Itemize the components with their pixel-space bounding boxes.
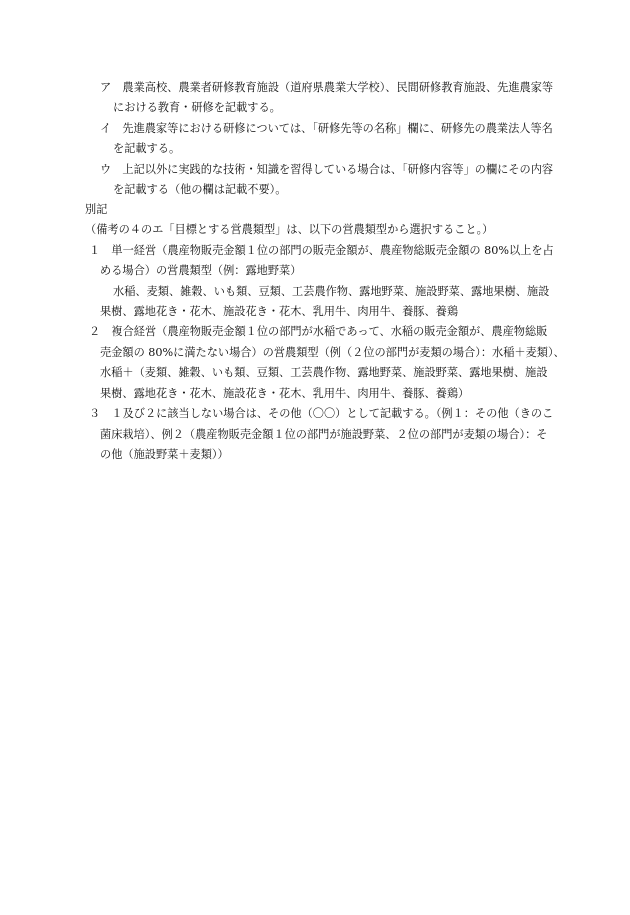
note-i-line1: イ 先進農家等における研修については、「研修先等の名称」欄に、研修先の農業法人等名 <box>100 122 553 135</box>
appendix-heading: 別記 <box>85 203 108 216</box>
item-3-line1: ３ １及び２に該当しない場合は、その他（〇〇）として記載する。（例１：その他（きのこ <box>89 407 554 420</box>
note-u-line1: ウ 上記以外に実践的な技術・知識を習得している場合は、「研修内容等」の欄にその内容 <box>100 163 554 176</box>
item-2-line1: ２ 複合経営（農産物販売金額１位の部門が水稲であって、水稲の販売金額が、農産物総販 <box>89 325 548 338</box>
item-2-line4: 果樹、露地花き・花木、施設花き・花木、乳用牛、肉用牛、養豚、養鶏） <box>100 387 470 400</box>
note-i-line2: を記載する。 <box>113 142 181 155</box>
item-1-line1: １ 単一経営（農産物販売金額１位の部門の販売金額が、農産物総販売金額の 80%以上を占 <box>89 244 554 257</box>
item-3-line2: 菌床栽培）、例２（農産物販売金額１位の部門が施設野菜、２位の部門が麦類の場合）：そ <box>100 428 548 441</box>
note-a-line1: ア 農業高校、農業者研修教育施設（道府県農業大学校）、民間研修教育施設、先進農家等 <box>100 81 554 94</box>
item-3-line3: の他（施設野菜＋麦類）） <box>100 448 229 461</box>
item-1-line4: 果樹、露地花き・花木、施設花き・花木、乳用牛、肉用牛、養豚、養鶏 <box>100 305 459 318</box>
item-1-line2: める場合）の営農類型（例：露地野菜） <box>100 264 302 277</box>
item-2-line3: 水稲＋（麦類、雑穀、いも類、豆類、工芸農作物、露地野菜、施設野菜、露地果樹、施設 <box>100 366 548 379</box>
note-a-line2: における教育・研修を記載する。 <box>113 101 281 114</box>
item-2-line2: 売金額の 80%に満たない場合）の営農類型（例（２位の部門が麦類の場合）：水稲＋麦類）、 <box>100 346 565 359</box>
item-1-line3: 水稲、麦類、雑穀、いも類、豆類、工芸農作物、露地野菜、施設野菜、露地果樹、施設 <box>113 285 550 298</box>
note-u-line2: を記載する（他の欄は記載不要）。 <box>113 183 287 196</box>
appendix-intro: （備考の４のエ「目標とする営農類型」は、以下の営農類型から選択すること。） <box>85 223 494 236</box>
